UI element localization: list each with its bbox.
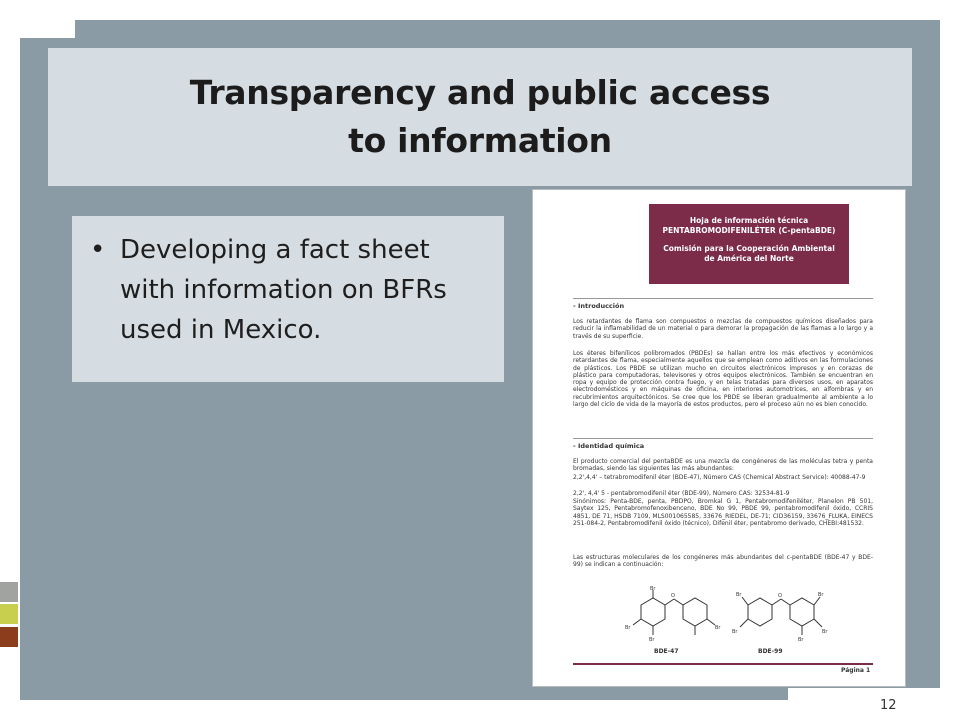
fact-sheet-page-label: Página 1 [841,667,871,674]
bde47-label: BDE-47 [654,648,679,655]
slide-title-line1: Transparency and public access [189,73,771,112]
fact-sheet-paragraph: El producto comercial del pentaBDE es una mezcla de congéneres de las moléculas tetra y penta bromadas, siendo las siguientes las más abundantes: [573,458,873,473]
svg-text:Br: Br [732,629,738,635]
svg-text:O: O [778,593,782,599]
fact-sheet-paragraph: 2,2',4,4' – tetrabromodifenil éter (BDE-47), Número CAS (Chemical Abstract Service): 40088-47-9 [573,474,866,481]
svg-text:Br: Br [715,625,721,631]
bullet-dot-icon: • [90,235,106,265]
accent-bar-brown [0,627,18,647]
accent-bar-gray [0,582,18,602]
accent-bar-green [0,604,18,624]
slide-title-line2: to information [348,121,612,160]
bde99-structure-icon [728,585,838,645]
svg-text:Br: Br [625,625,631,631]
bullet-item [90,230,490,350]
bullet-panel [72,216,504,382]
svg-text:Br: Br [822,629,828,635]
fact-sheet-image [533,190,905,686]
svg-text:Br: Br [818,592,824,598]
fact-sheet-footer-bar [573,663,873,665]
frame-corner-cutout-bottom [788,688,940,700]
svg-text:Br: Br [650,586,656,592]
fact-sheet-paragraph: Sinónimos: Penta-BDE, penta, PBDPO, Bromkal G 1, Pentabromodifeniléter, Planelon PB 501, Saytex 125, Pentabromofenoxibenceno, BDE No 99, PBDE 99, pentabromodifenil óxido, CCRIS 4851, DE 71, HSDB 7109, MLS001065585, 33676_RIEDEL, DE-71; CID36159, 33676_FLUKA, EINECS 251-084-2, Pentabromodifenil óxido (técnico), Difenil éter, pentabromo derivado, CHEBI:481532. [573,498,873,527]
svg-text:O: O [671,593,675,599]
fact-sheet-header-line2: PENTABROMODIFENILÉTER (C-pentaBDE) [662,226,836,235]
fact-sheet-rule [573,298,873,299]
fact-sheet-header-line4: de América del Norte [704,254,794,263]
fact-sheet-paragraph: Los éteres bifenílicos polibromados (PBDEs) se hallan entre los más efectivos y económicos retardantes de flama, especialmente aquellos que se emplean como aditivos en las formulaciones de plásticos. Los PBDE se utilizan mucho en circuitos electrónicos impresos y en corazas de plástico para computadoras, televisores y otros equipos electrónicos. También se encuentran en ropa y equipo de protección contra fuego, y en telas tratadas para diversos usos, en aparatos electrodomésticos y en máquinas de oficina, en interiores automotrices, en alfombras y en recubrimientos arquitectónicos. Se cree que los PBDE se liberan gradualmente al ambiente a lo largo del ciclo de vida de la mayoría de estos productos, pero el proceso aún no es bien conocido. [573,350,873,409]
svg-text:Br: Br [649,637,655,643]
bde99-label: BDE-99 [758,648,783,655]
bullet-text: Developing a fact sheet with information on BFRs used in Mexico. [120,235,447,345]
fact-sheet-rule [573,438,873,439]
fact-sheet-paragraph: 2,2', 4,4' 5 - pentabromodifenil éter (BDE-99), Número CAS: 32534-81-9 [573,490,790,497]
frame-corner-cutout [20,20,75,38]
slide-page-number: 12 [880,698,897,713]
fact-sheet-header-line1: Hoja de información técnica [689,216,809,225]
svg-text:Br: Br [798,637,804,643]
fact-sheet-header-line3: Comisión para la Cooperación Ambiental [663,244,835,253]
bde47-structure-icon [621,585,731,645]
fact-sheet-paragraph: Las estructuras moleculares de los congéneres más abundantes del c-pentaBDE (BDE-47 y BDE-99) se indican a continuación: [573,554,873,569]
fact-sheet-section2-title: - Identidad química [573,442,645,450]
title-panel [48,48,912,186]
fact-sheet-paragraph: Los retardantes de flama son compuestos o mezclas de compuestos químicos diseñados para reducir la inflamabilidad de un material o para demorar la propagación de las flamas a lo largo y a través de su superficie. [573,318,873,340]
svg-text:Br: Br [736,592,742,598]
fact-sheet-section1-title: - Introducción [573,302,625,310]
fact-sheet-header [649,204,849,284]
